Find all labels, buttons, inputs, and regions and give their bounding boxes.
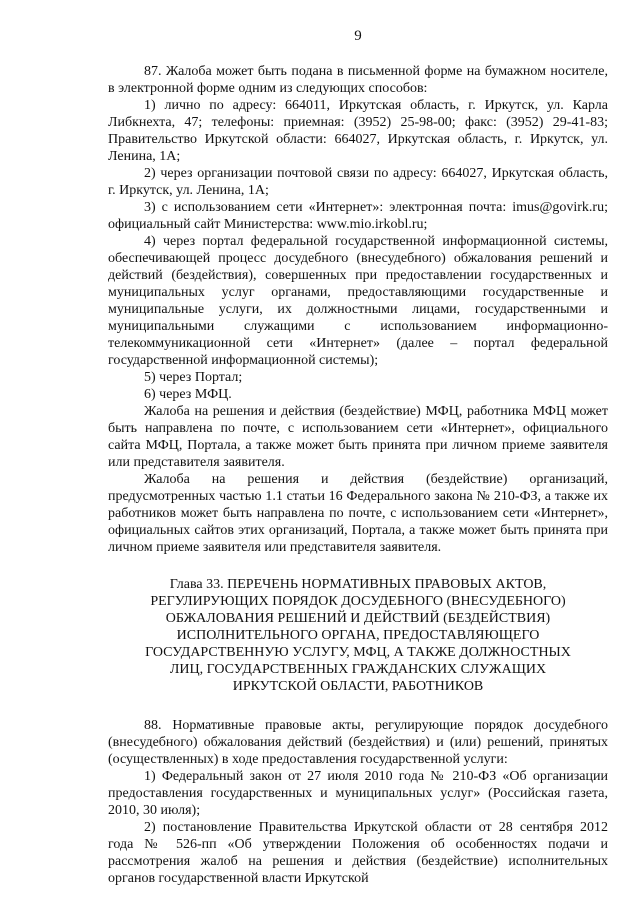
chapter-heading-line: РЕГУЛИРУЮЩИХ ПОРЯДОК ДОСУДЕБНОГО (ВНЕСУДЕБНОГО) — [150, 594, 566, 609]
paragraph-87-intro: 87. Жалоба может быть подана в письменной форме на бумажном носителе, в электронной форме одним из следующих способов: — [108, 64, 608, 96]
section-complaint-methods — [108, 63, 608, 556]
legal-act-item-1: 1) Федеральный закон от 27 июля 2010 года № 210-ФЗ «Об организации предоставления государственных и муниципальных услуг» (Российская газета, 2010, 30 июля); — [108, 769, 608, 818]
paragraph-mfc-complaint: Жалоба на решения и действия (бездействие) МФЦ, работника МФЦ может быть направлена по почте, с использованием сети «Интернет», официального сайта МФЦ, Портала, а также может быть принята при личном приеме заявителя или представителя заявителя. — [108, 404, 608, 470]
list-item-3: 3) с использованием сети «Интернет»: электронная почта: imus@govirk.ru; официальный сайт Министерства: www.mio.irkobl.ru; — [108, 200, 608, 232]
list-item-4: 4) через портал федеральной государственной информационной системы, обеспечивающей процесс досудебного (внесудебного) обжалования решений и действий (бездействия), совершенных при предоставлении государственных и муниципальных услуг органами, предоставляющими государственные и муниципальные услуги, их должностными лицами, государственными и муниципальными служащими с использованием информационно-телекоммуникационной сети «Интернет» (далее – портал федеральной государственной информационной системы); — [108, 234, 608, 368]
chapter-heading-line: ЛИЦ, ГОСУДАРСТВЕННЫХ ГРАЖДАНСКИХ СЛУЖАЩИХ — [169, 662, 547, 677]
chapter-heading-line: ИРКУТСКОЙ ОБЛАСТИ, РАБОТНИКОВ — [232, 679, 484, 694]
list-item-6: 6) через МФЦ. — [144, 387, 232, 402]
section-legal-acts — [108, 717, 608, 887]
chapter-heading-line: ОБЖАЛОВАНИЯ РЕШЕНИЙ И ДЕЙСТВИЙ (БЕЗДЕЙСТВИЯ) — [165, 611, 551, 626]
page-number: 9 — [354, 28, 362, 44]
list-item-2: 2) через организации почтовой связи по адресу: 664027, Иркутская область, г. Иркутск, ул. Ленина, 1А; — [108, 166, 608, 198]
paragraph-88-intro: 88. Нормативные правовые акты, регулирующие порядок досудебного (внесудебного) обжалования действий (бездействия) и (или) решений, принятых (осуществленных) в ходе предоставления государственной услуги: — [108, 718, 608, 767]
paragraph-organizations-complaint: Жалоба на решения и действия (бездействие) организаций, предусмотренных частью 1.1 статьи 16 Федерального закона № 210-ФЗ, а также их работников может быть направлена по почте, с использованием сети «Интернет», официальных сайтов этих организаций, Портала, а также может быть принята при личном приеме заявителя или представителя заявителя. — [108, 472, 608, 555]
list-item-1: 1) лично по адресу: 664011, Иркутская область, г. Иркутск, ул. Карла Либкнехта, 47; телефоны: приемная: (3952) 25-98-00; факс: (3952) 29-41-83; Правительство Иркутской области: 664027, Иркутская область, г. Иркутск, ул. Ленина, 1А; — [108, 98, 608, 164]
chapter-heading — [108, 576, 608, 695]
document-page — [108, 28, 608, 887]
chapter-heading-line: Глава 33. ПЕРЕЧЕНЬ НОРМАТИВНЫХ ПРАВОВЫХ АКТОВ, — [169, 577, 547, 592]
chapter-heading-line: ГОСУДАРСТВЕННУЮ УСЛУГУ, МФЦ, А ТАКЖЕ ДОЛЖНОСТНЫХ — [145, 645, 571, 660]
legal-act-item-2: 2) постановление Правительства Иркутской области от 28 сентября 2012 года № 526-пп «Об утверждении Положения об особенностях подачи и рассмотрения жалоб на решения и действия (бездействие) исполнительных органов государственной власти Иркутской — [108, 820, 608, 886]
list-item-5: 5) через Портал; — [144, 370, 243, 385]
chapter-heading-line: ИСПОЛНИТЕЛЬНОГО ОРГАНА, ПРЕДОСТАВЛЯЮЩЕГО — [176, 628, 540, 643]
